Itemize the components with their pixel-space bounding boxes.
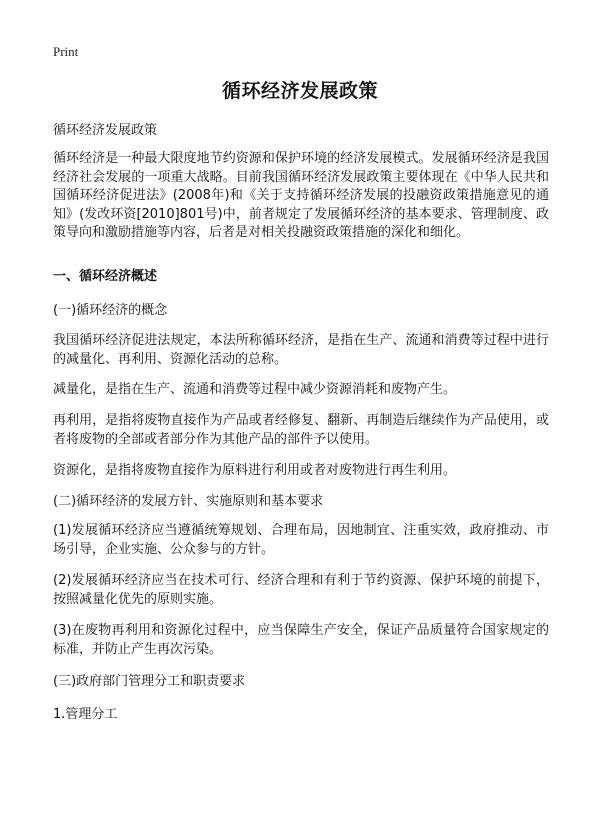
print-link[interactable]: Print xyxy=(53,44,79,59)
paragraph-concept-definition: 我国循环经济促进法规定，本法所称循环经济，是指在生产、流通和消费等过程中进行的减量化、再利用、资源化活动的总称。 xyxy=(53,333,549,367)
paragraph-principle-3: (3)在废物再利用和资源化过程中，应当保障生产安全，保证产品质量符合国家规定的标准，并防止产生再次污染。 xyxy=(53,623,549,657)
paragraph-principle-1: (1)发展循环经济应当遵循统筹规划、合理布局，因地制宜、注重实效，政府推动、市场引导，企业实施、公众参与的方针。 xyxy=(53,523,549,557)
document-subtitle: 循环经济发展政策 xyxy=(53,123,158,138)
intro-paragraph: 循环经济是一种最大限度地节约资源和保护环境的经济发展模式。发展循环经济是我国经济社会发展的一项重大战略。目前我国循环经济发展政策主要体现在《中华人民共和国循环经济促进法》(2008年)和《关于支持循环经济发展的投融资政策措施意见的通知》(发改环资[2010]801号)中，前者规定了发展循环经济的基本要求、管理制度、政策导向和激励措施等内容，后者是对相关投融资政策措施的深化和细化。 xyxy=(53,151,549,240)
paragraph-reduction: 减量化，是指在生产、流通和消费等过程中减少资源消耗和废物产生。 xyxy=(53,382,457,397)
paragraph-recycling: 资源化，是指将废物直接作为原料进行利用或者对废物进行再生利用。 xyxy=(53,463,457,478)
document-title: 循环经济发展政策 xyxy=(221,80,378,102)
subsection-title-concept: (一)循环经济的概念 xyxy=(53,303,168,318)
item-management-division: 1.管理分工 xyxy=(53,707,118,722)
section-heading-overview: 一、循环经济概述 xyxy=(53,269,158,284)
subsection-title-principles: (二)循环经济的发展方针、实施原则和基本要求 xyxy=(53,494,324,509)
paragraph-reuse: 再利用，是指将废物直接作为产品或者经修复、翻新、再制造后继续作为产品使用，或者将废物的全部或者部分作为其他产品的部件予以使用。 xyxy=(53,413,549,447)
subsection-title-management: (三)政府部门管理分工和职责要求 xyxy=(53,674,246,689)
paragraph-principle-2: (2)发展循环经济应当在技术可行、经济合理和有利于节约资源、保护环境的前提下，按照减量化优先的原则实施。 xyxy=(53,573,549,607)
